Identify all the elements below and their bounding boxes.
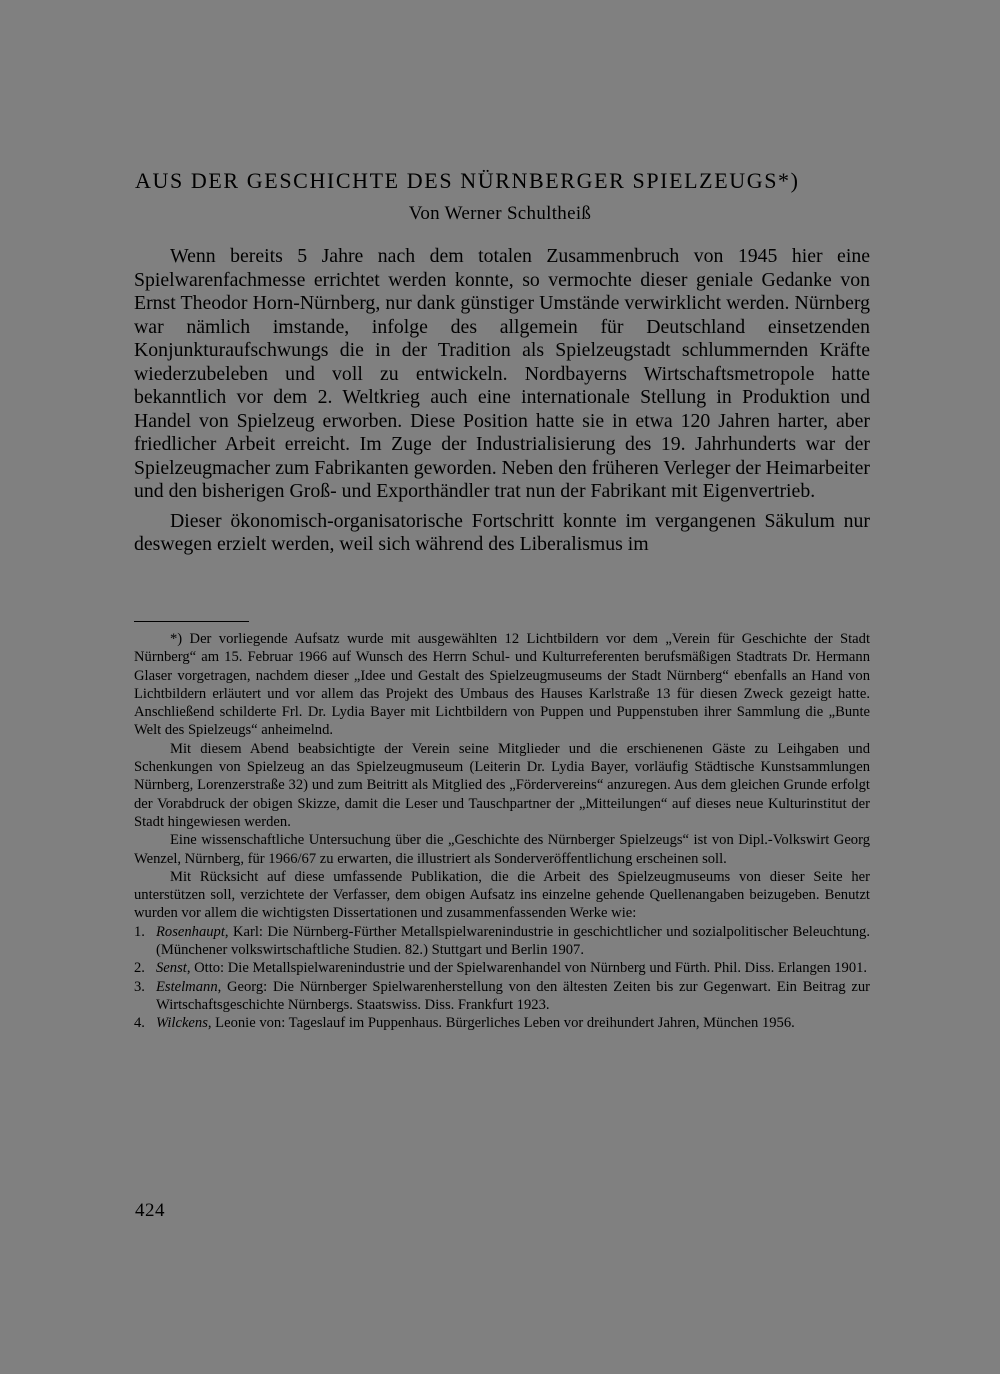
reference-list — [134, 923, 870, 1033]
paragraph-2: Dieser ökonomisch-organisatorische Fortschritt konnte im vergangenen Säkulum nur deswegen erzielt werden, weil sich während des Liberalismus im — [134, 509, 870, 555]
main-text — [134, 245, 870, 557]
reference-number: 2. — [134, 960, 145, 977]
reference-item — [134, 978, 870, 1015]
article-author: Von Werner Schultheiß — [408, 203, 592, 224]
reference-number: 1. — [134, 923, 145, 940]
reference-author: Wilckens — [156, 1015, 208, 1032]
reference-author: Rosenhaupt — [156, 923, 225, 940]
footnote-paragraph-1: *) Der vorliegende Aufsatz wurde mit ausgewählten 12 Lichtbildern vor dem „Verein für Geschichte der Stadt Nürnberg“ am 15. Februar 1966 auf Wunsch des Herrn Schul- und Kulturreferenten berufsmäßigen Stadtrats Dr. Hermann Glaser vorgetragen, nachdem dieser „Idee und Gestalt des Spielzeugmuseums der Stadt Nürnberg“ ebenfalls an Hand von Lichtbildern erläutert und vor allem das Projekt des Umbaus des Hauses Karlstraße 13 für diesen Zweck gezeigt hatte. Anschließend schilderte Frl. Dr. Lydia Bayer mit Lichtbildern von Puppen und Puppenstuben ihrer Sammlung die „Bunte Welt des Spielzeugs“ anheimelnd. — [134, 631, 870, 739]
reference-author: Senst — [156, 960, 187, 977]
reference-text: , Georg: Die Nürnberger Spielwarenherstellung von den ältesten Zeiten bis zur Gegenwart. Ein Beitrag zur Wirtschaftsgeschichte Nürnbergs. Staatswiss. Diss. Frankfurt 1923. — [156, 978, 870, 1013]
footnote-paragraph-3: Eine wissenschaftliche Untersuchung über die „Geschichte des Nürnberger Spielzeugs“ ist von Dipl.-Volkswirt Georg Wenzel, Nürnberg, für 1966/67 zu erwarten, die illustriert als Sonderveröffentlichung erscheinen soll. — [134, 832, 870, 867]
reference-author: Estelmann — [156, 978, 218, 995]
reference-number: 4. — [134, 1015, 145, 1032]
article-title: AUS DER GESCHICHTE DES NÜRNBERGER SPIELZEUGS*) — [135, 167, 800, 193]
reference-number: 3. — [134, 978, 145, 995]
reference-item — [134, 1014, 870, 1032]
footnote-paragraph-2: Mit diesem Abend beabsichtigte der Verein seine Mitglieder und die erschienenen Gäste zu Leihgaben und Schenkungen von Spielzeug an das Spielzeugmuseum (Leiterin Dr. Lydia Bayer, vorläufig Städtische Kunstsammlungen Nürnberg, Lorenzerstraße 32) und zum Beitritt als Mitglied des „Fördervereins“ anzuregen. Aus dem gleichen Grunde erfolgt der Vorabdruck der obigen Skizze, damit die Leser und Tauschpartner der „Mitteilungen“ auf dieses neue Kulturinstitut der Stadt hingewiesen werden. — [134, 740, 870, 830]
footnotes — [134, 630, 870, 1033]
reference-text: , Otto: Die Metallspielwarenindustrie und der Spielwarenhandel von Nürnberg und Fürth. Phil. Diss. Erlangen 1901. — [186, 960, 868, 977]
reference-text: , Leonie von: Tageslauf im Puppenhaus. Bürgerliches Leben vor dreihundert Jahren, München 1956. — [207, 1015, 795, 1032]
paragraph-1: Wenn bereits 5 Jahre nach dem totalen Zusammenbruch von 1945 hier eine Spielwarenfachmesse errichtet werden konnte, so vermochte dieser geniale Gedanke von Ernst Theodor Horn-Nürnberg, nur dank günstiger Umstände verwirklicht werden. Nürnberg war nämlich imstande, infolge des allgemein für Deutschland einsetzenden Konjunkturaufschwungs die in der Tradition als Spielzeugstadt schlummernden Kräfte wiederzubeleben und voll zu entwickeln. Nordbayerns Wirtschaftsmetropole hatte bekanntlich vor dem 2. Weltkrieg auch eine internationale Stellung in Produktion und Handel von Spielzeug erworben. Diese Position hatte sie in etwa 120 Jahren harter, aber friedlicher Arbeit erreicht. Im Zuge der Industrialisierung des 19. Jahrhunderts war der Spielzeugmacher zum Fabrikanten geworden. Neben den früheren Verleger der Heimarbeiter und den bisherigen Groß- und Exporthändler trat nun der Fabrikant mit Eigenvertrieb. — [134, 245, 870, 502]
footnote-paragraph-4: Mit Rücksicht auf diese umfassende Publikation, die die Arbeit des Spielzeugmuseums von dieser Seite her unterstützen soll, verzichtete der Verfasser, dem obigen Aufsatz ins einzelne gehende Quellenangaben beizugeben. Benutzt wurden vor allem die wichtigsten Dissertationen und zusammenfassenden Werke wie: — [134, 868, 870, 922]
reference-item — [134, 959, 870, 977]
page-number: 424 — [135, 1200, 165, 1221]
reference-text: , Karl: Die Nürnberg-Fürther Metallspielwarenindustrie in geschichtlicher und sozialpolitischer Beleuchtung. (Münchener volkswirtschaftliche Studien. 82.) Stuttgart und Berlin 1907. — [156, 923, 870, 959]
reference-item — [134, 923, 870, 960]
footnote-rule — [134, 621, 249, 622]
